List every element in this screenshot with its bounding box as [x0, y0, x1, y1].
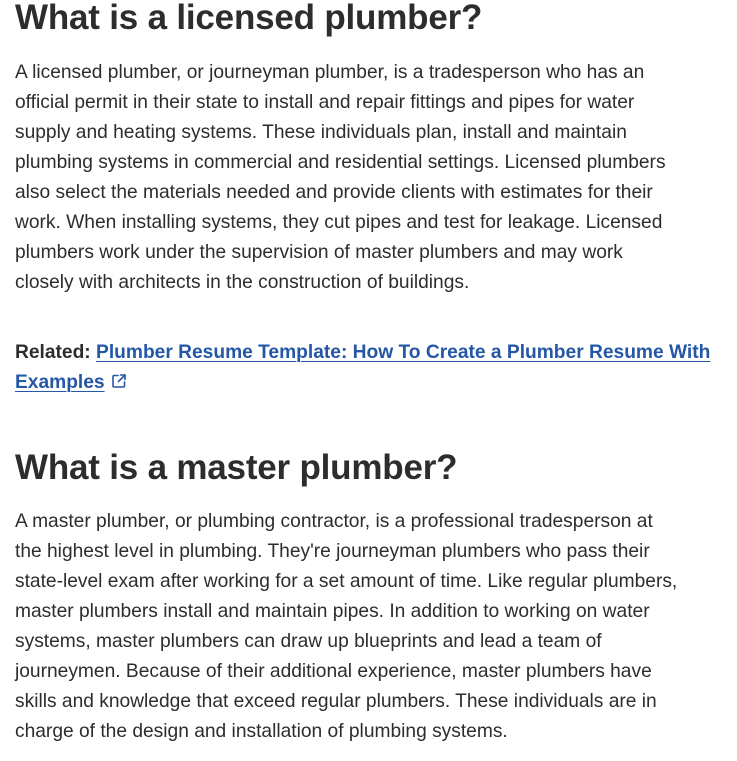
section-heading-licensed-plumber: What is a licensed plumber?: [15, 0, 483, 37]
paragraph-line: plumbers work under the supervision of master plumbers and may work: [15, 242, 623, 263]
section-heading-master-plumber: What is a master plumber?: [15, 448, 458, 487]
related-link-text-line2: Examples: [15, 372, 105, 393]
paragraph-line: charge of the design and installation of plumbing systems.: [15, 721, 508, 742]
paragraph-line: also select the materials needed and provide clients with estimates for their: [15, 182, 653, 203]
paragraph-line: master plumbers install and maintain pipes. In addition to working on water: [15, 601, 650, 622]
paragraph-line: plumbing systems in commercial and residential settings. Licensed plumbers: [15, 152, 666, 173]
related-link-text-line1: Plumber Resume Template: How To Create a Plumber Resume With: [96, 342, 711, 363]
paragraph-line: skills and knowledge that exceed regular plumbers. These individuals are in: [15, 691, 657, 712]
related-article-link[interactable]: [15, 342, 710, 393]
related-article: [15, 338, 737, 398]
paragraph-line: closely with architects in the construction of buildings.: [15, 272, 470, 293]
paragraph-line: supply and heating systems. These individuals plan, install and maintain: [15, 122, 627, 143]
paragraph-licensed-plumber: [15, 58, 737, 298]
paragraph-line: journeymen. Because of their additional experience, master plumbers have: [15, 661, 652, 682]
paragraph-line: state-level exam after working for a set amount of time. Like regular plumbers,: [15, 571, 678, 592]
paragraph-line: A licensed plumber, or journeyman plumber, is a tradesperson who has an: [15, 62, 645, 83]
paragraph-line: the highest level in plumbing. They're journeyman plumbers who pass their: [15, 541, 650, 562]
paragraph-line: work. When installing systems, they cut pipes and test for leakage. Licensed: [15, 212, 663, 233]
paragraph-line: A master plumber, or plumbing contractor, is a professional tradesperson at: [15, 511, 653, 532]
paragraph-line: systems, master plumbers can draw up blueprints and lead a team of: [15, 631, 602, 652]
related-label: Related:: [15, 342, 91, 363]
paragraph-line: official permit in their state to install and repair fittings and pipes for water: [15, 92, 635, 113]
paragraph-master-plumber: [15, 507, 737, 747]
external-link-icon: [111, 373, 127, 389]
